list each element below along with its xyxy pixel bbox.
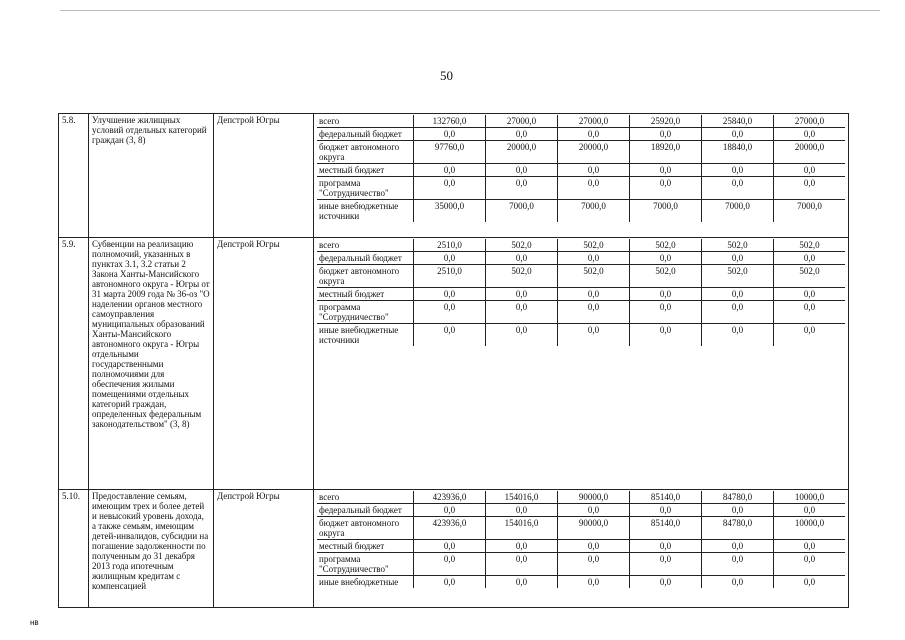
funding-value: 0,0 bbox=[630, 288, 702, 300]
funding-source-label: федеральный бюджет bbox=[317, 252, 414, 264]
funding-source-label: всего bbox=[317, 491, 414, 503]
funding-grid bbox=[314, 114, 849, 238]
funding-value: 27000,0 bbox=[486, 115, 558, 127]
page-number: 50 bbox=[440, 68, 453, 83]
funding-value: 0,0 bbox=[414, 576, 486, 588]
funding-value: 0,0 bbox=[803, 165, 816, 175]
funding-source-label: бюджет автономного округа bbox=[317, 265, 414, 287]
funding-source-label: бюджет автономного округа bbox=[317, 517, 414, 539]
funding-value: 0,0 bbox=[486, 252, 558, 264]
funding-value: 0,0 bbox=[630, 252, 702, 264]
funding-source-label: местный бюджет bbox=[317, 164, 414, 176]
funding-value: 35000,0 bbox=[414, 200, 486, 222]
activity-name: Улучшение жилищных условий отдельных категорий граждан (3, 8) bbox=[89, 114, 214, 238]
funding-value: 0,0 bbox=[486, 553, 558, 575]
funding-value: 0,0 bbox=[630, 540, 702, 552]
funding-value: 0,0 bbox=[486, 128, 558, 140]
funding-source-row bbox=[317, 128, 845, 141]
funding-source-label: программа "Сотрудничество" bbox=[317, 177, 414, 199]
funding-value: 0,0 bbox=[803, 554, 816, 564]
funding-value: 0,0 bbox=[486, 540, 558, 552]
funding-value: 0,0 bbox=[414, 164, 486, 176]
funding-value: 0,0 bbox=[414, 324, 486, 346]
funding-value: 502,0 bbox=[702, 265, 774, 287]
funding-value: 0,0 bbox=[414, 301, 486, 323]
funding-value: 27000,0 bbox=[794, 116, 825, 126]
funding-value: 423936,0 bbox=[414, 517, 486, 539]
funding-value: 0,0 bbox=[630, 324, 702, 346]
funding-value: 0,0 bbox=[630, 164, 702, 176]
funding-value: 0,0 bbox=[702, 177, 774, 199]
funding-source-row bbox=[317, 553, 845, 576]
funding-value: 0,0 bbox=[558, 504, 630, 516]
funding-value: 2510,0 bbox=[414, 239, 486, 251]
funding-value: 0,0 bbox=[702, 576, 774, 588]
funding-value: 7000,0 bbox=[797, 201, 822, 211]
funding-source-row bbox=[317, 164, 845, 177]
funding-value: 0,0 bbox=[558, 177, 630, 199]
funding-value: 0,0 bbox=[414, 553, 486, 575]
funding-value: 0,0 bbox=[486, 324, 558, 346]
funding-value: 0,0 bbox=[702, 288, 774, 300]
funding-value: 10000,0 bbox=[794, 518, 825, 528]
funding-value: 0,0 bbox=[803, 178, 816, 188]
funding-value: 0,0 bbox=[630, 576, 702, 588]
funding-value: 0,0 bbox=[803, 577, 816, 587]
funding-value: 0,0 bbox=[414, 504, 486, 516]
funding-source-row bbox=[317, 504, 845, 517]
funding-value: 0,0 bbox=[486, 288, 558, 300]
funding-value: 0,0 bbox=[630, 504, 702, 516]
funding-value: 0,0 bbox=[558, 128, 630, 140]
funding-source-label: программа "Сотрудничество" bbox=[317, 553, 414, 575]
funding-source-row bbox=[317, 252, 845, 265]
funding-source-row bbox=[317, 200, 845, 222]
funding-value: 7000,0 bbox=[558, 200, 630, 222]
funding-value: 0,0 bbox=[558, 252, 630, 264]
funding-value: 154016,0 bbox=[486, 491, 558, 503]
funding-source-row bbox=[317, 177, 845, 200]
funding-source-label: местный бюджет bbox=[317, 540, 414, 552]
funding-value: 18920,0 bbox=[630, 141, 702, 163]
funding-value: 0,0 bbox=[486, 576, 558, 588]
funding-value: 502,0 bbox=[558, 239, 630, 251]
funding-value: 20000,0 bbox=[794, 142, 825, 152]
funding-value: 7000,0 bbox=[702, 200, 774, 222]
funding-value: 0,0 bbox=[702, 252, 774, 264]
funding-value: 97760,0 bbox=[414, 141, 486, 163]
funding-source-label: программа "Сотрудничество" bbox=[317, 301, 414, 323]
funding-value: 0,0 bbox=[803, 129, 816, 139]
funding-value: 0,0 bbox=[702, 540, 774, 552]
funding-source-row bbox=[317, 288, 845, 301]
funding-value: 0,0 bbox=[803, 505, 816, 515]
funding-value: 0,0 bbox=[803, 325, 816, 335]
funding-value: 25920,0 bbox=[630, 115, 702, 127]
funding-value: 0,0 bbox=[630, 301, 702, 323]
funding-value: 154016,0 bbox=[486, 517, 558, 539]
funding-source-label: всего bbox=[317, 115, 414, 127]
executor: Депстрой Югры bbox=[214, 238, 314, 490]
funding-value: 502,0 bbox=[486, 239, 558, 251]
row-number: 5.8. bbox=[59, 114, 89, 238]
funding-value: 90000,0 bbox=[558, 517, 630, 539]
funding-source-row bbox=[317, 115, 845, 128]
scan-artifact-top bbox=[60, 10, 880, 11]
funding-source-row bbox=[317, 301, 845, 324]
funding-value: 20000,0 bbox=[558, 141, 630, 163]
funding-value: 502,0 bbox=[799, 240, 820, 250]
funding-value: 18840,0 bbox=[702, 141, 774, 163]
funding-value: 0,0 bbox=[803, 289, 816, 299]
funding-value: 0,0 bbox=[558, 164, 630, 176]
funding-source-label: федеральный бюджет bbox=[317, 504, 414, 516]
funding-value: 0,0 bbox=[486, 164, 558, 176]
funding-source-label: иные внебюджетные источники bbox=[317, 324, 414, 346]
funding-value: 10000,0 bbox=[794, 492, 825, 502]
executor: Депстрой Югры bbox=[214, 114, 314, 238]
funding-value: 0,0 bbox=[486, 504, 558, 516]
funding-value: 502,0 bbox=[702, 239, 774, 251]
funding-source-row bbox=[317, 324, 845, 346]
funding-value: 25840,0 bbox=[702, 115, 774, 127]
funding-source-label: иные внебюджетные bbox=[317, 576, 414, 588]
funding-source-row bbox=[317, 517, 845, 540]
table-row bbox=[59, 490, 849, 608]
funding-source-row bbox=[317, 141, 845, 164]
funding-value: 0,0 bbox=[702, 504, 774, 516]
funding-value: 20000,0 bbox=[486, 141, 558, 163]
funding-value: 27000,0 bbox=[558, 115, 630, 127]
funding-value: 0,0 bbox=[486, 301, 558, 323]
funding-value: 0,0 bbox=[803, 253, 816, 263]
activity-name: Субвенции на реализацию полномочий, указанных в пунктах 3.1, 3.2 статьи 2 Закона Ханты-Мансийского автономного округа - Югры от 31 марта 2009 года № 36-оз "О наделении органов местного самоуправления муниципальных образований Ханты-Мансийского автономного округа - Югры отдельными государственными полномочиями для обеспечения жилыми помещениями отдельных категорий граждан, определенных федеральным законодательством" (3, 8) bbox=[89, 238, 214, 490]
funding-value: 502,0 bbox=[486, 265, 558, 287]
funding-value: 0,0 bbox=[630, 553, 702, 575]
funding-source-label: местный бюджет bbox=[317, 288, 414, 300]
funding-value: 0,0 bbox=[486, 177, 558, 199]
funding-value: 502,0 bbox=[558, 265, 630, 287]
funding-value: 502,0 bbox=[630, 265, 702, 287]
funding-value: 2510,0 bbox=[414, 265, 486, 287]
funding-grid bbox=[314, 238, 849, 490]
funding-source-row bbox=[317, 239, 845, 252]
table-row bbox=[59, 114, 849, 238]
funding-source-row bbox=[317, 540, 845, 553]
funding-value: 0,0 bbox=[702, 301, 774, 323]
funding-value: 0,0 bbox=[558, 553, 630, 575]
funding-value: 84780,0 bbox=[702, 517, 774, 539]
funding-value: 7000,0 bbox=[486, 200, 558, 222]
funding-value: 85140,0 bbox=[630, 517, 702, 539]
funding-value: 0,0 bbox=[414, 128, 486, 140]
funding-value: 0,0 bbox=[803, 302, 816, 312]
budget-table bbox=[58, 113, 849, 608]
funding-value: 0,0 bbox=[558, 288, 630, 300]
funding-value: 0,0 bbox=[702, 324, 774, 346]
activity-name: Предоставление семьям, имеющим трех и более детей и невысокий уровень дохода, а также семьям, имеющим детей-инвалидов, субсидии на погашение задолженности по полученным до 31 декабря 2013 года ипотечным жилищным кредитам с компенсацией bbox=[89, 490, 214, 608]
funding-value: 0,0 bbox=[414, 177, 486, 199]
funding-value: 0,0 bbox=[558, 301, 630, 323]
funding-value: 90000,0 bbox=[558, 491, 630, 503]
row-number: 5.9. bbox=[59, 238, 89, 490]
funding-source-row bbox=[317, 576, 845, 588]
funding-source-label: бюджет автономного округа bbox=[317, 141, 414, 163]
funding-source-row bbox=[317, 491, 845, 504]
funding-value: 0,0 bbox=[702, 164, 774, 176]
funding-value: 0,0 bbox=[630, 177, 702, 199]
funding-source-label: федеральный бюджет bbox=[317, 128, 414, 140]
funding-source-label: иные внебюджетные источники bbox=[317, 200, 414, 222]
table-row bbox=[59, 238, 849, 490]
executor: Депстрой Югры bbox=[214, 490, 314, 608]
funding-source-row bbox=[317, 265, 845, 288]
funding-value: 0,0 bbox=[558, 324, 630, 346]
funding-value: 502,0 bbox=[799, 266, 820, 276]
funding-value: 7000,0 bbox=[630, 200, 702, 222]
funding-value: 84780,0 bbox=[702, 491, 774, 503]
funding-value: 0,0 bbox=[803, 541, 816, 551]
funding-value: 0,0 bbox=[414, 288, 486, 300]
funding-source-label: всего bbox=[317, 239, 414, 251]
funding-value: 502,0 bbox=[630, 239, 702, 251]
funding-value: 132760,0 bbox=[414, 115, 486, 127]
funding-value: 0,0 bbox=[702, 553, 774, 575]
funding-value: 0,0 bbox=[558, 576, 630, 588]
funding-value: 0,0 bbox=[630, 128, 702, 140]
funding-value: 0,0 bbox=[414, 540, 486, 552]
row-number: 5.10. bbox=[59, 490, 89, 608]
funding-value: 0,0 bbox=[558, 540, 630, 552]
funding-value: 0,0 bbox=[702, 128, 774, 140]
funding-value: 85140,0 bbox=[630, 491, 702, 503]
funding-value: 423936,0 bbox=[414, 491, 486, 503]
footer-mark: нв bbox=[30, 618, 39, 627]
funding-value: 0,0 bbox=[414, 252, 486, 264]
funding-grid bbox=[314, 490, 849, 608]
